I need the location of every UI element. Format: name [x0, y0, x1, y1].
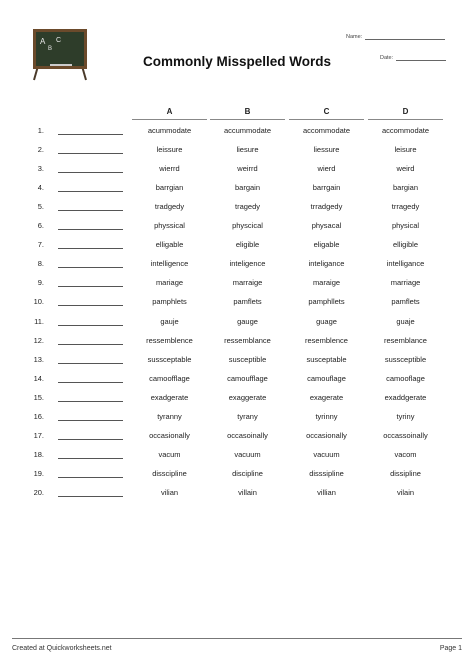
- answer-option-c: guage: [316, 316, 337, 326]
- answer-option-c: resemblence: [305, 335, 348, 345]
- question-number: 11.: [34, 316, 44, 326]
- answer-blank[interactable]: [58, 172, 123, 173]
- name-field[interactable]: [346, 32, 445, 40]
- answer-blank[interactable]: [58, 248, 123, 249]
- answer-option-c: villian: [317, 487, 336, 497]
- question-number: 17.: [33, 430, 44, 440]
- answer-option-a: mariage: [155, 278, 184, 288]
- date-label: Date:: [380, 55, 394, 61]
- question-row: [0, 370, 474, 389]
- question-row: [0, 236, 474, 255]
- answer-option-d: elligible: [392, 240, 419, 250]
- question-row: [0, 332, 474, 351]
- answer-option-d: tyriny: [396, 411, 415, 421]
- answer-blank[interactable]: [58, 344, 123, 345]
- answer-option-b: weirrd: [237, 164, 258, 174]
- answer-option-a: camoofflage: [149, 373, 190, 383]
- question-row: [0, 484, 474, 503]
- answer-option-a: leissure: [156, 145, 183, 155]
- answer-option-c: barrgain: [312, 183, 341, 193]
- answer-option-b: marraige: [232, 278, 263, 288]
- answer-option-a: ressemblence: [146, 335, 193, 345]
- question-number: 7.: [37, 240, 44, 250]
- answer-option-d: resemblance: [384, 335, 427, 345]
- answer-option-d: camooflage: [386, 373, 425, 383]
- column-header-a: A: [166, 107, 173, 116]
- answer-option-a: intelligence: [150, 259, 189, 269]
- column-underline: [210, 119, 285, 120]
- answer-option-a: vilian: [160, 487, 179, 497]
- svg-text:C: C: [56, 37, 62, 44]
- answer-option-b: pamflets: [233, 297, 262, 307]
- question-number: 16.: [33, 411, 44, 421]
- question-row: [0, 141, 474, 160]
- answer-option-c: pamphllets: [308, 297, 345, 307]
- answer-option-c: vacuum: [313, 449, 340, 459]
- answer-option-b: susceptible: [228, 354, 267, 364]
- answer-option-c: disssipline: [309, 468, 344, 478]
- question-number: 6.: [37, 221, 44, 231]
- question-row: [0, 160, 474, 179]
- answer-option-d: accommodate: [381, 126, 430, 135]
- answer-blank[interactable]: [58, 439, 123, 440]
- question-number: 4.: [37, 183, 44, 193]
- answer-blank[interactable]: [58, 325, 123, 326]
- answer-option-b: eligible: [235, 240, 260, 250]
- question-row: [0, 427, 474, 446]
- question-number: 8.: [37, 259, 44, 269]
- answer-option-b: vacuum: [234, 449, 261, 459]
- answer-option-c: liessure: [313, 145, 340, 155]
- answer-option-b: gauge: [237, 316, 258, 326]
- answer-option-a: pamphlets: [152, 297, 187, 307]
- question-number: 19.: [33, 468, 44, 478]
- answer-option-a: sussceptable: [147, 354, 192, 364]
- question-row: [0, 351, 474, 370]
- question-row: [0, 255, 474, 274]
- answer-option-d: weird: [396, 164, 415, 174]
- name-label: Name:: [346, 34, 363, 40]
- answer-option-a: exadgerate: [150, 392, 189, 402]
- question-number: 14.: [33, 373, 44, 383]
- answer-option-d: vilain: [396, 487, 415, 497]
- footer-credit: Created at Quickworksheets.net: [12, 645, 112, 652]
- answer-option-c: tyrinny: [315, 411, 338, 421]
- answer-option-d: physical: [391, 221, 420, 231]
- name-line: [365, 32, 445, 40]
- answer-blank[interactable]: [58, 420, 123, 421]
- answer-option-b: ressemblance: [224, 335, 271, 345]
- answer-option-b: bargain: [234, 183, 261, 193]
- answer-option-d: vacom: [394, 449, 417, 459]
- date-line: [396, 53, 446, 61]
- svg-text:A: A: [40, 37, 46, 46]
- page-number: Page 1: [439, 645, 462, 652]
- answer-option-b: physcical: [232, 221, 263, 231]
- answer-blank[interactable]: [58, 229, 123, 230]
- answer-option-c: eligable: [313, 240, 340, 250]
- answer-option-c: wierd: [317, 164, 336, 174]
- answer-option-b: tragedy: [234, 202, 261, 212]
- answer-option-a: tyranny: [157, 411, 182, 421]
- date-field[interactable]: [380, 53, 446, 61]
- footer-divider: [12, 638, 462, 639]
- answer-option-d: trragedy: [391, 202, 420, 212]
- answer-option-c: susceptable: [306, 354, 347, 364]
- answer-option-b: liesure: [236, 145, 259, 155]
- question-row: [0, 446, 474, 465]
- question-number: 18.: [33, 449, 44, 459]
- question-number: 3.: [37, 164, 44, 174]
- answer-blank[interactable]: [58, 496, 123, 497]
- question-number: 2.: [37, 145, 44, 155]
- answer-option-c: maraige: [312, 278, 341, 288]
- answer-option-c: exagerate: [309, 392, 344, 402]
- answer-blank[interactable]: [58, 267, 123, 268]
- answer-option-c: trradgedy: [310, 202, 343, 212]
- column-header-d: D: [402, 107, 409, 116]
- answer-option-b: discipline: [232, 468, 263, 478]
- answer-option-a: tradgedy: [154, 202, 185, 212]
- answer-option-d: exaddgerate: [384, 392, 427, 402]
- answer-option-c: occasionally: [306, 430, 347, 440]
- answer-option-d: sussceptible: [384, 354, 427, 364]
- question-number: 10.: [33, 297, 44, 307]
- answer-blank[interactable]: [58, 305, 123, 306]
- column-header-c: C: [323, 107, 330, 116]
- answer-option-d: intelligance: [386, 259, 425, 269]
- question-row: [0, 389, 474, 408]
- svg-text:B: B: [48, 46, 53, 52]
- question-number: 1.: [37, 126, 44, 135]
- question-number: 9.: [37, 278, 44, 288]
- answer-blank[interactable]: [58, 382, 123, 383]
- answer-blank[interactable]: [58, 210, 123, 211]
- column-underline: [132, 119, 207, 120]
- answer-option-b: tyrany: [237, 411, 258, 421]
- column-underline: [289, 119, 364, 120]
- answer-option-d: bargian: [392, 183, 419, 193]
- answer-option-a: physsical: [154, 221, 185, 231]
- answer-option-b: villain: [238, 487, 257, 497]
- answer-option-c: camouflage: [307, 373, 346, 383]
- answer-option-d: guaje: [396, 316, 415, 326]
- question-row: [0, 217, 474, 236]
- question-number: 13.: [33, 354, 44, 364]
- answer-option-b: exaggerate: [228, 392, 267, 402]
- question-number: 5.: [37, 202, 44, 212]
- answer-option-d: dissipline: [390, 468, 421, 478]
- question-row: [0, 274, 474, 293]
- page-title: Commonly Misspelled Words: [142, 54, 332, 69]
- answer-option-d: leisure: [394, 145, 417, 155]
- answer-option-b: accummodate: [223, 126, 272, 135]
- answer-blank[interactable]: [58, 286, 123, 287]
- answer-option-c: physacal: [311, 221, 342, 231]
- answer-option-d: pamflets: [391, 297, 420, 307]
- answer-option-a: occasionally: [149, 430, 190, 440]
- column-underline: [368, 119, 443, 120]
- question-row: [0, 198, 474, 217]
- answer-option-d: occassoinally: [383, 430, 428, 440]
- answer-blank[interactable]: [58, 477, 123, 478]
- answer-blank[interactable]: [58, 363, 123, 364]
- answer-option-b: inteligence: [229, 259, 266, 269]
- question-row: [0, 179, 474, 198]
- column-header-b: B: [244, 107, 251, 116]
- answer-blank[interactable]: [58, 153, 123, 154]
- question-row: [0, 293, 474, 312]
- question-row: [0, 408, 474, 427]
- answer-blank[interactable]: [58, 134, 123, 135]
- answer-option-b: camoufflage: [227, 373, 268, 383]
- answer-option-c: accommodate: [302, 126, 351, 135]
- answer-option-a: wierrd: [159, 164, 180, 174]
- question-row: [0, 465, 474, 484]
- answer-blank[interactable]: [58, 191, 123, 192]
- answer-option-a: vacum: [158, 449, 181, 459]
- answer-blank[interactable]: [58, 401, 123, 402]
- answer-option-a: barrgian: [155, 183, 184, 193]
- answer-option-d: marriage: [390, 278, 421, 288]
- question-number: 20.: [33, 487, 44, 497]
- question-number: 15.: [33, 392, 44, 402]
- question-row: [0, 122, 474, 141]
- answer-option-a: gauje: [160, 316, 179, 326]
- answer-option-a: acummodate: [147, 126, 192, 135]
- question-row: [0, 313, 474, 332]
- answer-option-a: disscipline: [152, 468, 187, 478]
- answer-blank[interactable]: [58, 458, 123, 459]
- answer-option-b: occasoinally: [227, 430, 268, 440]
- answer-option-a: elligable: [155, 240, 184, 250]
- question-number: 12.: [33, 335, 44, 345]
- answer-option-c: inteligance: [308, 259, 345, 269]
